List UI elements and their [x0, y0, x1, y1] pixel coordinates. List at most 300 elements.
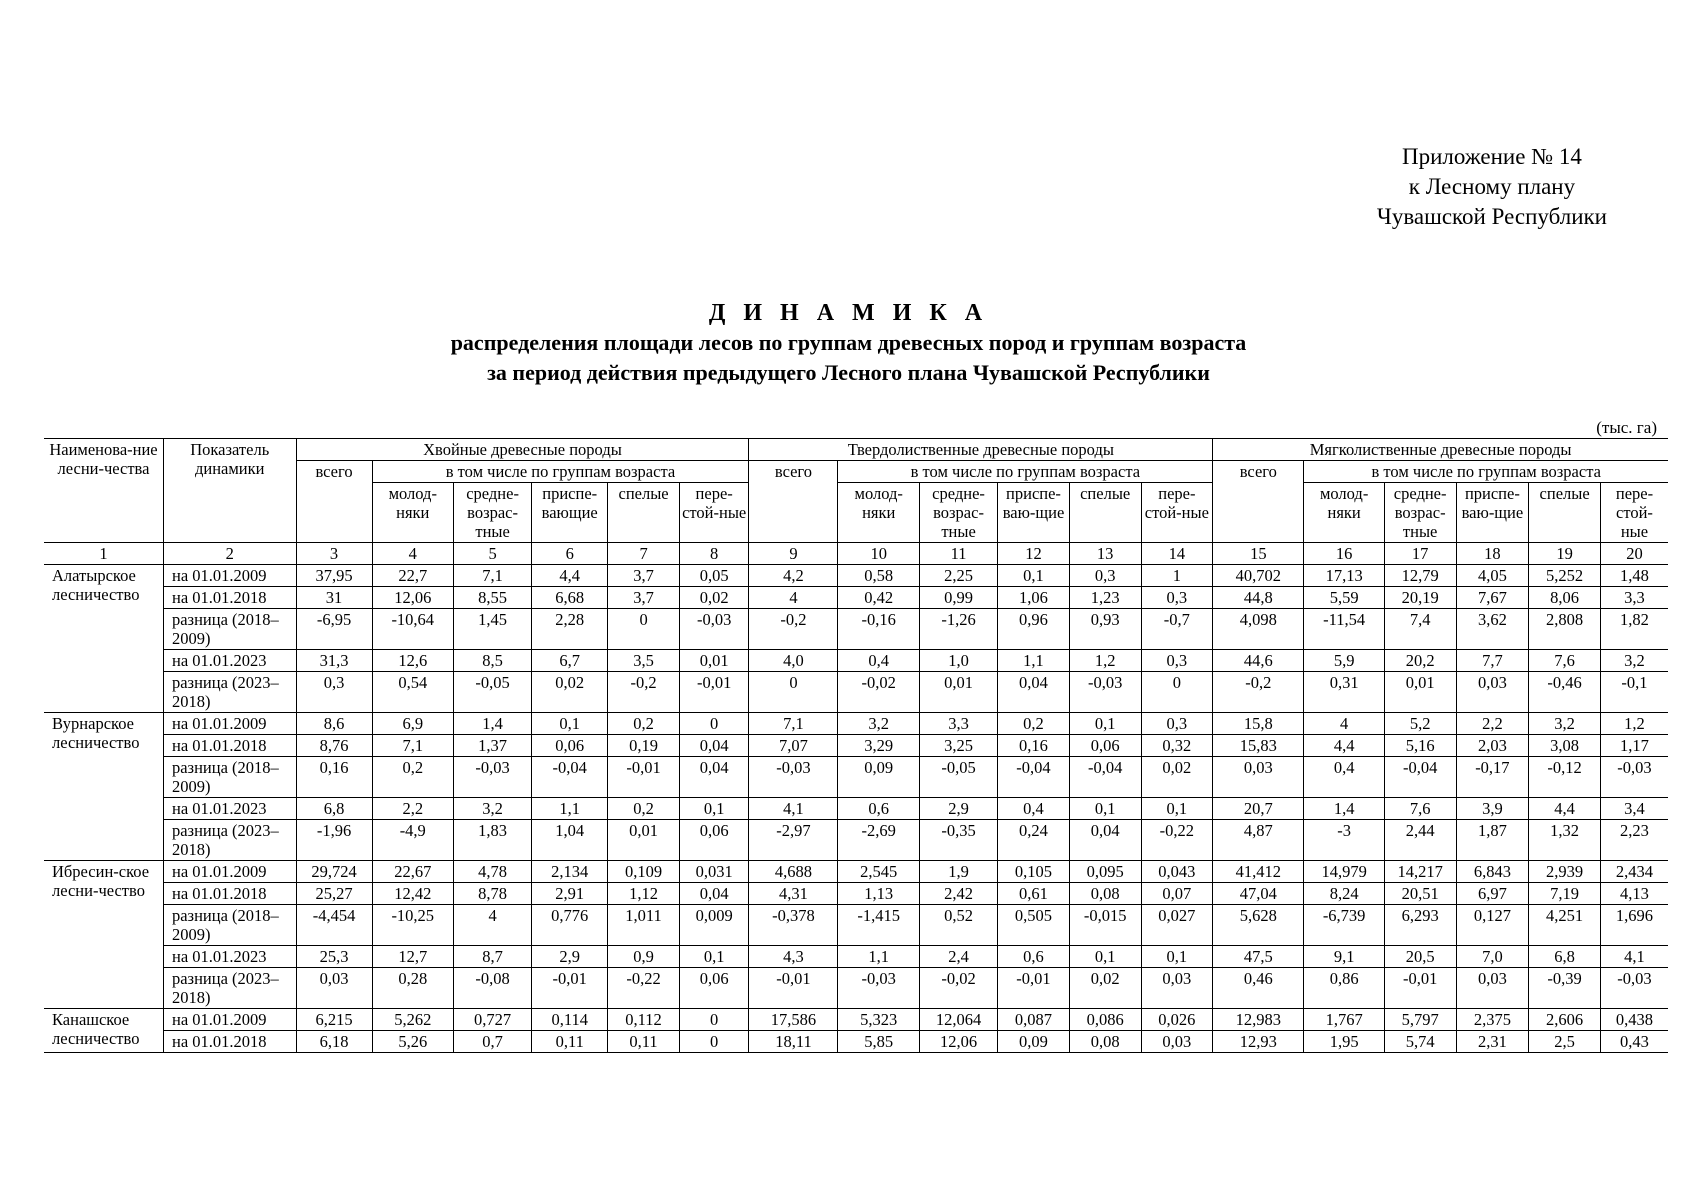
- value-cell: 0,114: [532, 1009, 608, 1031]
- value-cell: 1,1: [838, 946, 919, 968]
- value-cell: 4,1: [1600, 946, 1668, 968]
- value-cell: 7,07: [749, 735, 838, 757]
- header-hard-young: молод-няки: [838, 483, 919, 543]
- value-cell: -0,39: [1529, 968, 1601, 1009]
- value-cell: 5,2: [1384, 713, 1456, 735]
- indicator-cell: на 01.01.2018: [163, 1031, 296, 1053]
- value-cell: 2,939: [1529, 861, 1601, 883]
- column-number: 11: [919, 543, 997, 565]
- value-cell: 0,04: [679, 883, 749, 905]
- column-number: 4: [372, 543, 453, 565]
- value-cell: 7,67: [1456, 587, 1529, 609]
- column-number: 18: [1456, 543, 1529, 565]
- column-number: 9: [749, 543, 838, 565]
- value-cell: 1,87: [1456, 820, 1529, 861]
- value-cell: 0,9: [608, 946, 680, 968]
- value-cell: 44,6: [1213, 650, 1304, 672]
- value-cell: 6,843: [1456, 861, 1529, 883]
- value-cell: 0,03: [1456, 968, 1529, 1009]
- value-cell: 6,8: [296, 798, 372, 820]
- document-title: [0, 298, 1697, 388]
- column-number: 13: [1069, 543, 1141, 565]
- value-cell: 0,02: [1141, 757, 1213, 798]
- value-cell: 6,97: [1456, 883, 1529, 905]
- value-cell: -0,22: [608, 968, 680, 1009]
- value-cell: 7,1: [749, 713, 838, 735]
- value-cell: -0,16: [838, 609, 919, 650]
- value-cell: -0,04: [998, 757, 1070, 798]
- value-cell: -0,05: [453, 672, 531, 713]
- column-number: 16: [1304, 543, 1384, 565]
- value-cell: 1,4: [453, 713, 531, 735]
- value-cell: 1,4: [1304, 798, 1384, 820]
- column-number: 17: [1384, 543, 1456, 565]
- value-cell: 0,109: [608, 861, 680, 883]
- value-cell: 0,087: [998, 1009, 1070, 1031]
- table-row: [44, 757, 1668, 798]
- value-cell: 0,31: [1304, 672, 1384, 713]
- value-cell: 7,4: [1384, 609, 1456, 650]
- header-hard-middle: средне-возрас-тные: [919, 483, 997, 543]
- value-cell: 0,06: [679, 820, 749, 861]
- value-cell: -1,96: [296, 820, 372, 861]
- value-cell: 0,01: [608, 820, 680, 861]
- value-cell: 17,586: [749, 1009, 838, 1031]
- value-cell: 0,86: [1304, 968, 1384, 1009]
- header-soft-overmature: пере-стой-ные: [1600, 483, 1668, 543]
- value-cell: -0,04: [1384, 757, 1456, 798]
- header-indicator: Показатель динамики: [163, 439, 296, 543]
- value-cell: 1,13: [838, 883, 919, 905]
- header-hard-mature: спелые: [1069, 483, 1141, 543]
- value-cell: 0,11: [532, 1031, 608, 1053]
- value-cell: 0: [679, 713, 749, 735]
- value-cell: 7,7: [1456, 650, 1529, 672]
- value-cell: 7,1: [453, 565, 531, 587]
- value-cell: 0,09: [998, 1031, 1070, 1053]
- value-cell: 0,08: [1069, 883, 1141, 905]
- value-cell: -0,02: [919, 968, 997, 1009]
- header-soft-mature: спелые: [1529, 483, 1601, 543]
- value-cell: 0,031: [679, 861, 749, 883]
- value-cell: 3,5: [608, 650, 680, 672]
- column-number: 8: [679, 543, 749, 565]
- value-cell: 0,009: [679, 905, 749, 946]
- value-cell: 0,727: [453, 1009, 531, 1031]
- value-cell: -0,01: [749, 968, 838, 1009]
- value-cell: 0,02: [532, 672, 608, 713]
- indicator-cell: на 01.01.2009: [163, 713, 296, 735]
- value-cell: 4,31: [749, 883, 838, 905]
- value-cell: 2,9: [532, 946, 608, 968]
- indicator-cell: на 01.01.2018: [163, 735, 296, 757]
- header-soft-age-groups: в том числе по группам возраста: [1304, 461, 1668, 483]
- value-cell: 0,02: [1069, 968, 1141, 1009]
- value-cell: 0,11: [608, 1031, 680, 1053]
- value-cell: 2,375: [1456, 1009, 1529, 1031]
- appendix-line-1: Приложение № 14: [1402, 144, 1582, 169]
- column-number: 6: [532, 543, 608, 565]
- value-cell: 1,011: [608, 905, 680, 946]
- value-cell: 3,4: [1600, 798, 1668, 820]
- value-cell: -0,03: [1600, 968, 1668, 1009]
- value-cell: 6,7: [532, 650, 608, 672]
- dynamics-table: [44, 438, 1668, 1053]
- value-cell: -0,2: [608, 672, 680, 713]
- value-cell: 0: [679, 1009, 749, 1031]
- value-cell: -0,03: [453, 757, 531, 798]
- header-conifer-middle: средне-возрас-тные: [453, 483, 531, 543]
- value-cell: -0,46: [1529, 672, 1601, 713]
- value-cell: 5,628: [1213, 905, 1304, 946]
- value-cell: 4,251: [1529, 905, 1601, 946]
- value-cell: 8,76: [296, 735, 372, 757]
- value-cell: 3,2: [1529, 713, 1601, 735]
- value-cell: -6,95: [296, 609, 372, 650]
- value-cell: 3,7: [608, 565, 680, 587]
- value-cell: 15,8: [1213, 713, 1304, 735]
- value-cell: 0,3: [296, 672, 372, 713]
- value-cell: 0: [679, 1031, 749, 1053]
- value-cell: 0,46: [1213, 968, 1304, 1009]
- value-cell: 1,0: [919, 650, 997, 672]
- value-cell: 0,1: [1069, 946, 1141, 968]
- value-cell: 4,4: [1529, 798, 1601, 820]
- value-cell: -6,739: [1304, 905, 1384, 946]
- value-cell: 6,293: [1384, 905, 1456, 946]
- value-cell: 0,09: [838, 757, 919, 798]
- value-cell: 14,217: [1384, 861, 1456, 883]
- value-cell: 6,8: [1529, 946, 1601, 968]
- value-cell: 0,02: [679, 587, 749, 609]
- value-cell: 4: [453, 905, 531, 946]
- value-cell: 2,31: [1456, 1031, 1529, 1053]
- indicator-cell: на 01.01.2009: [163, 565, 296, 587]
- value-cell: 1,45: [453, 609, 531, 650]
- value-cell: 5,797: [1384, 1009, 1456, 1031]
- value-cell: 1,48: [1600, 565, 1668, 587]
- value-cell: 0,2: [372, 757, 453, 798]
- indicator-cell: разница (2023–2018): [163, 968, 296, 1009]
- table-row: [44, 1009, 1668, 1031]
- value-cell: 12,42: [372, 883, 453, 905]
- value-cell: 0,7: [453, 1031, 531, 1053]
- value-cell: 0,19: [608, 735, 680, 757]
- value-cell: 47,5: [1213, 946, 1304, 968]
- value-cell: 7,6: [1529, 650, 1601, 672]
- value-cell: 1,06: [998, 587, 1070, 609]
- value-cell: 0,01: [919, 672, 997, 713]
- value-cell: -0,01: [608, 757, 680, 798]
- value-cell: 6,9: [372, 713, 453, 735]
- value-cell: 0,4: [998, 798, 1070, 820]
- value-cell: 8,7: [453, 946, 531, 968]
- value-cell: 4,2: [749, 565, 838, 587]
- value-cell: 4,3: [749, 946, 838, 968]
- value-cell: 2,2: [372, 798, 453, 820]
- header-conifer-ripening: приспе-вающие: [532, 483, 608, 543]
- header-hard-age-groups: в том числе по группам возраста: [838, 461, 1213, 483]
- value-cell: 0,99: [919, 587, 997, 609]
- value-cell: 4,098: [1213, 609, 1304, 650]
- table-row: [44, 713, 1668, 735]
- column-number-row: [44, 543, 1668, 565]
- value-cell: 3,62: [1456, 609, 1529, 650]
- value-cell: 1,2: [1600, 713, 1668, 735]
- table-row: [44, 883, 1668, 905]
- value-cell: -0,02: [838, 672, 919, 713]
- value-cell: 0,6: [838, 798, 919, 820]
- table-row: [44, 861, 1668, 883]
- indicator-cell: на 01.01.2023: [163, 650, 296, 672]
- value-cell: 0,6: [998, 946, 1070, 968]
- value-cell: 2,91: [532, 883, 608, 905]
- table-row: [44, 905, 1668, 946]
- value-cell: 31,3: [296, 650, 372, 672]
- value-cell: 8,78: [453, 883, 531, 905]
- value-cell: 0,026: [1141, 1009, 1213, 1031]
- value-cell: 4,13: [1600, 883, 1668, 905]
- value-cell: 0,4: [1304, 757, 1384, 798]
- value-cell: 0,438: [1600, 1009, 1668, 1031]
- value-cell: 0,16: [296, 757, 372, 798]
- value-cell: 0: [749, 672, 838, 713]
- value-cell: 2,44: [1384, 820, 1456, 861]
- value-cell: -0,03: [679, 609, 749, 650]
- value-cell: 15,83: [1213, 735, 1304, 757]
- value-cell: 0,2: [608, 713, 680, 735]
- appendix-note: [1377, 142, 1607, 232]
- value-cell: 2,808: [1529, 609, 1601, 650]
- value-cell: 47,04: [1213, 883, 1304, 905]
- value-cell: -0,12: [1529, 757, 1601, 798]
- forestry-name: Алатырское лесничество: [44, 565, 163, 713]
- header-hard-overmature: пере-стой-ные: [1141, 483, 1213, 543]
- title-subtitle-1: распределения площади лесов по группам древесных пород и группам возраста: [450, 330, 1247, 355]
- table-row: [44, 672, 1668, 713]
- value-cell: 0,03: [1141, 1031, 1213, 1053]
- value-cell: 1,9: [919, 861, 997, 883]
- value-cell: 12,06: [919, 1031, 997, 1053]
- value-cell: 0: [1141, 672, 1213, 713]
- value-cell: 4,1: [749, 798, 838, 820]
- header-soft-ripening: приспе-ваю-щие: [1456, 483, 1529, 543]
- value-cell: 0,05: [679, 565, 749, 587]
- column-number: 10: [838, 543, 919, 565]
- value-cell: -0,35: [919, 820, 997, 861]
- value-cell: 0,086: [1069, 1009, 1141, 1031]
- value-cell: 0,027: [1141, 905, 1213, 946]
- value-cell: -1,26: [919, 609, 997, 650]
- header-conifer-total: всего: [296, 461, 372, 543]
- value-cell: 1,12: [608, 883, 680, 905]
- value-cell: 2,9: [919, 798, 997, 820]
- value-cell: 0,776: [532, 905, 608, 946]
- table-row: [44, 1031, 1668, 1053]
- value-cell: -0,01: [1384, 968, 1456, 1009]
- value-cell: -2,69: [838, 820, 919, 861]
- value-cell: 20,5: [1384, 946, 1456, 968]
- value-cell: 1,32: [1529, 820, 1601, 861]
- value-cell: 0,1: [1141, 946, 1213, 968]
- header-conifer-young: молод-няки: [372, 483, 453, 543]
- header-group-hardwood: Твердолиственные древесные породы: [749, 439, 1213, 461]
- value-cell: -0,04: [532, 757, 608, 798]
- indicator-cell: на 01.01.2009: [163, 1009, 296, 1031]
- value-cell: 2,28: [532, 609, 608, 650]
- value-cell: 0,93: [1069, 609, 1141, 650]
- forestry-name: Канашское лесничество: [44, 1009, 163, 1053]
- value-cell: 0,04: [998, 672, 1070, 713]
- value-cell: -0,22: [1141, 820, 1213, 861]
- value-cell: 8,5: [453, 650, 531, 672]
- forestry-name: Ибресин-ское лесни-чество: [44, 861, 163, 1009]
- value-cell: -0,17: [1456, 757, 1529, 798]
- value-cell: 0,58: [838, 565, 919, 587]
- value-cell: 0,43: [1600, 1031, 1668, 1053]
- value-cell: -0,2: [749, 609, 838, 650]
- value-cell: -0,7: [1141, 609, 1213, 650]
- value-cell: -0,08: [453, 968, 531, 1009]
- value-cell: 20,19: [1384, 587, 1456, 609]
- value-cell: 0,03: [1456, 672, 1529, 713]
- value-cell: 0,16: [998, 735, 1070, 757]
- title-subtitle-2: за период действия предыдущего Лесного плана Чувашской Республики: [487, 360, 1210, 385]
- column-number: 3: [296, 543, 372, 565]
- value-cell: 12,7: [372, 946, 453, 968]
- value-cell: 0,112: [608, 1009, 680, 1031]
- value-cell: 3,25: [919, 735, 997, 757]
- value-cell: -0,1: [1600, 672, 1668, 713]
- value-cell: 1,2: [1069, 650, 1141, 672]
- table-row: [44, 946, 1668, 968]
- value-cell: -0,01: [679, 672, 749, 713]
- value-cell: 0,2: [998, 713, 1070, 735]
- value-cell: 18,11: [749, 1031, 838, 1053]
- value-cell: 7,19: [1529, 883, 1601, 905]
- indicator-cell: на 01.01.2023: [163, 798, 296, 820]
- value-cell: 8,06: [1529, 587, 1601, 609]
- value-cell: 41,412: [1213, 861, 1304, 883]
- value-cell: 1,696: [1600, 905, 1668, 946]
- value-cell: 3,29: [838, 735, 919, 757]
- value-cell: 3,2: [838, 713, 919, 735]
- value-cell: 3,3: [919, 713, 997, 735]
- header-conifer-overmature: пере-стой-ные: [679, 483, 749, 543]
- units-label: (тыс. га): [1596, 418, 1657, 437]
- header-soft-middle: средне-возрас-тные: [1384, 483, 1456, 543]
- value-cell: 12,93: [1213, 1031, 1304, 1053]
- value-cell: 6,18: [296, 1031, 372, 1053]
- value-cell: 0,1: [679, 946, 749, 968]
- value-cell: 0,095: [1069, 861, 1141, 883]
- value-cell: 8,24: [1304, 883, 1384, 905]
- value-cell: 20,7: [1213, 798, 1304, 820]
- value-cell: 2,42: [919, 883, 997, 905]
- value-cell: 5,9: [1304, 650, 1384, 672]
- value-cell: -0,03: [749, 757, 838, 798]
- value-cell: 14,979: [1304, 861, 1384, 883]
- value-cell: -0,378: [749, 905, 838, 946]
- value-cell: 4,78: [453, 861, 531, 883]
- value-cell: 6,215: [296, 1009, 372, 1031]
- value-cell: 5,85: [838, 1031, 919, 1053]
- appendix-line-2: к Лесному плану: [1408, 174, 1576, 199]
- indicator-cell: разница (2023–2018): [163, 672, 296, 713]
- value-cell: 4: [1304, 713, 1384, 735]
- value-cell: 2,606: [1529, 1009, 1601, 1031]
- value-cell: 0,06: [532, 735, 608, 757]
- value-cell: 0,505: [998, 905, 1070, 946]
- value-cell: 0,28: [372, 968, 453, 1009]
- indicator-cell: на 01.01.2023: [163, 946, 296, 968]
- header-group-softwood: Мягколиственные древесные породы: [1213, 439, 1668, 461]
- value-cell: 1,767: [1304, 1009, 1384, 1031]
- value-cell: 2,4: [919, 946, 997, 968]
- column-number: 5: [453, 543, 531, 565]
- table-row: [44, 798, 1668, 820]
- value-cell: 2,23: [1600, 820, 1668, 861]
- value-cell: 7,1: [372, 735, 453, 757]
- value-cell: 2,25: [919, 565, 997, 587]
- value-cell: -4,454: [296, 905, 372, 946]
- column-number: 19: [1529, 543, 1601, 565]
- value-cell: 44,8: [1213, 587, 1304, 609]
- column-number: 20: [1600, 543, 1668, 565]
- header-forestry-name: Наименова-ние лесни-чества: [44, 439, 163, 543]
- value-cell: 3,2: [453, 798, 531, 820]
- column-number: 14: [1141, 543, 1213, 565]
- table-row: [44, 735, 1668, 757]
- value-cell: 0,61: [998, 883, 1070, 905]
- value-cell: 0,4: [838, 650, 919, 672]
- value-cell: -0,2: [1213, 672, 1304, 713]
- value-cell: 3,7: [608, 587, 680, 609]
- value-cell: 0,52: [919, 905, 997, 946]
- table-header: [44, 439, 1668, 565]
- value-cell: 0,043: [1141, 861, 1213, 883]
- value-cell: 2,2: [1456, 713, 1529, 735]
- appendix-line-3: Чувашской Республики: [1376, 204, 1607, 229]
- value-cell: 0,32: [1141, 735, 1213, 757]
- value-cell: 6,68: [532, 587, 608, 609]
- value-cell: 20,51: [1384, 883, 1456, 905]
- value-cell: 1,1: [998, 650, 1070, 672]
- value-cell: 7,6: [1384, 798, 1456, 820]
- value-cell: 3,08: [1529, 735, 1601, 757]
- value-cell: 0,1: [1069, 798, 1141, 820]
- value-cell: 1,37: [453, 735, 531, 757]
- value-cell: 0,127: [1456, 905, 1529, 946]
- value-cell: -10,25: [372, 905, 453, 946]
- title-main: Д И Н А М И К А: [708, 300, 989, 326]
- value-cell: 2,5: [1529, 1031, 1601, 1053]
- value-cell: 0,07: [1141, 883, 1213, 905]
- value-cell: 9,1: [1304, 946, 1384, 968]
- value-cell: 0,03: [296, 968, 372, 1009]
- value-cell: 1,23: [1069, 587, 1141, 609]
- value-cell: 5,16: [1384, 735, 1456, 757]
- value-cell: 25,27: [296, 883, 372, 905]
- value-cell: 31: [296, 587, 372, 609]
- header-conifer-age-groups: в том числе по группам возраста: [372, 461, 749, 483]
- value-cell: 40,702: [1213, 565, 1304, 587]
- value-cell: 4,688: [749, 861, 838, 883]
- value-cell: 0,54: [372, 672, 453, 713]
- value-cell: 37,95: [296, 565, 372, 587]
- value-cell: 22,7: [372, 565, 453, 587]
- column-number: 2: [163, 543, 296, 565]
